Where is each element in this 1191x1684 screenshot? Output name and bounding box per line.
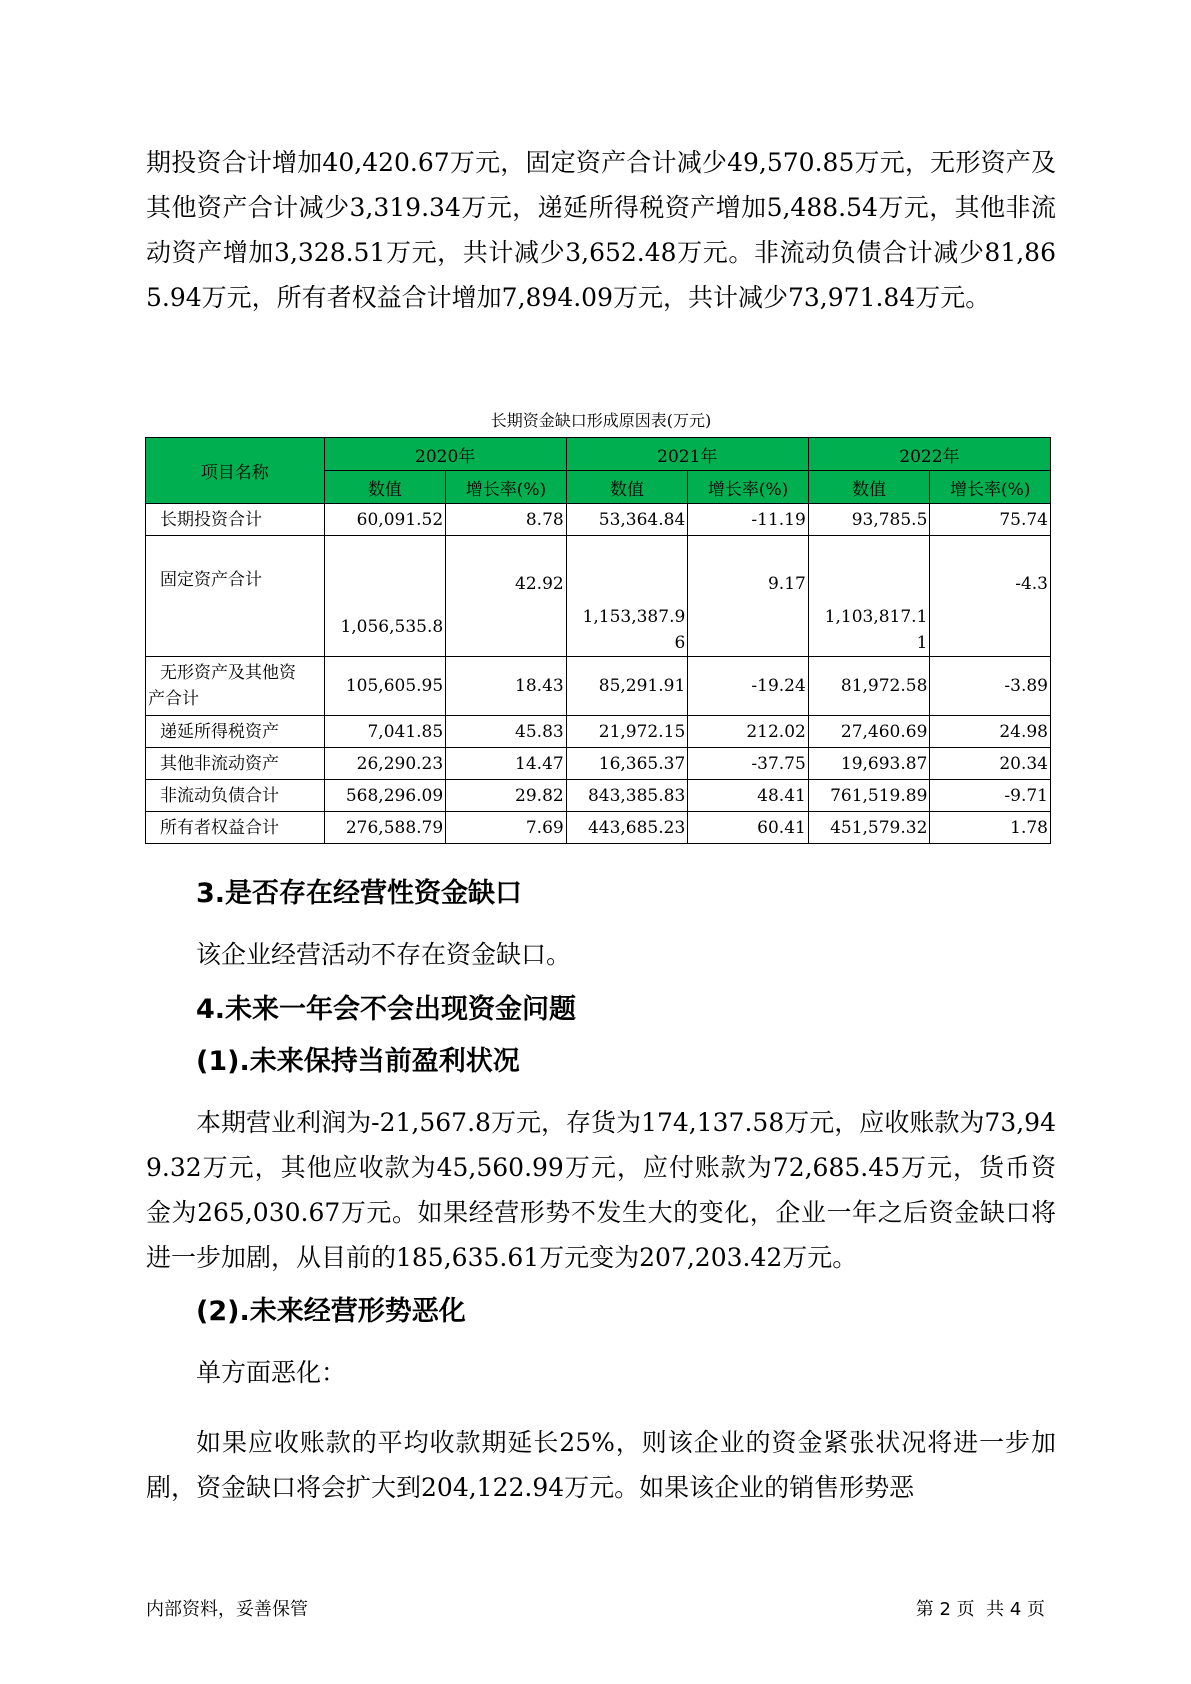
header-value: 数值 <box>566 471 688 504</box>
cell-value-2021: 53,364.84 <box>566 504 688 536</box>
cell-value-2022 <box>808 536 930 657</box>
long-term-funding-gap-table <box>145 437 1051 844</box>
cell-growth-2022: 75.74 <box>930 504 1051 536</box>
cell-growth-2021: 60.41 <box>688 812 809 844</box>
table-row <box>146 504 1051 536</box>
cell-value-2020: 60,091.52 <box>324 504 446 536</box>
cell-growth-text: -4.3 <box>1015 574 1048 594</box>
cell-value-2021: 85,291.91 <box>566 657 688 716</box>
cell-growth-2022: -9.71 <box>930 780 1051 812</box>
cell-growth-2022: -3.89 <box>930 657 1051 716</box>
row-name-text: 固定资产合计 <box>160 570 262 590</box>
paragraph-operating-gap: 该企业经营活动不存在资金缺口。 <box>196 940 572 969</box>
row-name: 长期投资合计 <box>146 504 325 536</box>
cell-growth-2021: 212.02 <box>688 716 809 748</box>
cell-value-2022: 451,579.32 <box>808 812 930 844</box>
cell-value-2020: 7,041.85 <box>324 716 446 748</box>
table-row <box>146 536 1051 657</box>
subsection-heading-4-1: (1).未来保持当前盈利状况 <box>196 1046 520 1077</box>
cell-growth-2021: -37.75 <box>688 748 809 780</box>
cell-growth-2021 <box>688 536 809 657</box>
cell-value-2022: 81,972.58 <box>808 657 930 716</box>
cell-growth-2022 <box>930 536 1051 657</box>
row-name <box>146 657 325 716</box>
cell-growth-2020: 18.43 <box>446 657 567 716</box>
cell-value-2020: 105,605.95 <box>324 657 446 716</box>
footer-confidential-note: 内部资料，妥善保管 <box>146 1599 308 1620</box>
paragraph-current-profit: 本期营业利润为-21,567.8万元，存货为174,137.58万元，应收账款为73,949.32万元，其他应收款为45,560.99万元，应付账款为72,685.45万元，货币资金为265,030.67万元。如果经营形势不发生大的变化，企业一年之后资金缺口将进一步加剧，从目前的185,635.61万元变为207,203.42万元。 <box>146 1108 1056 1272</box>
row-name-line-2: 产合计 <box>148 689 199 709</box>
section-heading-3: 3.是否存在经营性资金缺口 <box>196 878 523 909</box>
cell-value-2021: 16,365.37 <box>566 748 688 780</box>
cell-value-2020: 1,056,535.8 <box>324 536 446 657</box>
table-row <box>146 657 1051 716</box>
header-value: 数值 <box>324 471 446 504</box>
header-year-2020: 2020年 <box>324 438 566 471</box>
row-name-line-1: 无形资产及其他资 <box>160 663 296 683</box>
cell-value-2022: 19,693.87 <box>808 748 930 780</box>
cell-growth-2020: 8.78 <box>446 504 567 536</box>
cell-value-line-2: 6 <box>674 633 686 653</box>
cell-value-2021: 843,385.83 <box>566 780 688 812</box>
cell-value-2021: 21,972.15 <box>566 716 688 748</box>
cell-value-2021 <box>566 536 688 657</box>
paragraph-receivables-scenario: 如果应收账款的平均收款期延长25%，则该企业的资金紧张状况将进一步加剧，资金缺口将会扩大到204,122.94万元。如果该企业的销售形势恶 <box>146 1428 1056 1502</box>
cell-value-2022: 761,519.89 <box>808 780 930 812</box>
cell-growth-2021: -11.19 <box>688 504 809 536</box>
header-year-2022: 2022年 <box>808 438 1050 471</box>
row-name: 所有者权益合计 <box>146 812 325 844</box>
cell-growth-2020: 7.69 <box>446 812 567 844</box>
cell-growth-text: 9.17 <box>767 574 806 594</box>
cell-value-2020: 26,290.23 <box>324 748 446 780</box>
table-row <box>146 716 1051 748</box>
header-value: 数值 <box>808 471 930 504</box>
table-row <box>146 812 1051 844</box>
row-name: 其他非流动资产 <box>146 748 325 780</box>
cell-growth-2020: 14.47 <box>446 748 567 780</box>
cell-value-2022: 93,785.5 <box>808 504 930 536</box>
cell-growth-text: 42.92 <box>515 574 564 594</box>
section-heading-4: 4.未来一年会不会出现资金问题 <box>196 994 577 1025</box>
cell-growth-2020: 45.83 <box>446 716 567 748</box>
cell-value-line-1: 1,103,817.1 <box>824 607 928 627</box>
cell-value-2020: 568,296.09 <box>324 780 446 812</box>
header-item-name: 项目名称 <box>146 438 325 504</box>
row-name: 非流动负债合计 <box>146 780 325 812</box>
cell-growth-2021: -19.24 <box>688 657 809 716</box>
header-growth: 增长率(%) <box>446 471 567 504</box>
paragraph-long-term-changes: 期投资合计增加40,420.67万元，固定资产合计减少49,570.85万元，无形资产及其他资产合计减少3,319.34万元，递延所得税资产增加5,488.54万元，其他非流动资产增加3,328.51万元，共计减少3,652.48万元。非流动负债合计减少81,865.94万元，所有者权益合计增加7,894.09万元，共计减少73,971.84万元。 <box>146 148 1056 312</box>
footer-page-number: 第 2 页 共 4 页 <box>915 1599 1045 1620</box>
cell-growth-2022: 1.78 <box>930 812 1051 844</box>
header-year-2021: 2021年 <box>566 438 808 471</box>
cell-value-2020: 276,588.79 <box>324 812 446 844</box>
cell-growth-2020: 29.82 <box>446 780 567 812</box>
cell-value-line-2: 1 <box>916 633 928 653</box>
header-growth: 增长率(%) <box>688 471 809 504</box>
table-row <box>146 748 1051 780</box>
cell-growth-2022: 20.34 <box>930 748 1051 780</box>
row-name <box>146 536 325 657</box>
cell-value-2021: 443,685.23 <box>566 812 688 844</box>
header-growth: 增长率(%) <box>930 471 1051 504</box>
paragraph-one-sided-deterioration: 单方面恶化： <box>196 1358 347 1387</box>
cell-value-line-1: 1,153,387.9 <box>582 607 686 627</box>
cell-growth-2021: 48.41 <box>688 780 809 812</box>
table-row <box>146 780 1051 812</box>
cell-growth-2022: 24.98 <box>930 716 1051 748</box>
cell-value-2022: 27,460.69 <box>808 716 930 748</box>
subsection-heading-4-2: (2).未来经营形势恶化 <box>196 1296 466 1327</box>
table-caption: 长期资金缺口形成原因表(万元) <box>490 411 712 430</box>
cell-growth-2020 <box>446 536 567 657</box>
row-name: 递延所得税资产 <box>146 716 325 748</box>
